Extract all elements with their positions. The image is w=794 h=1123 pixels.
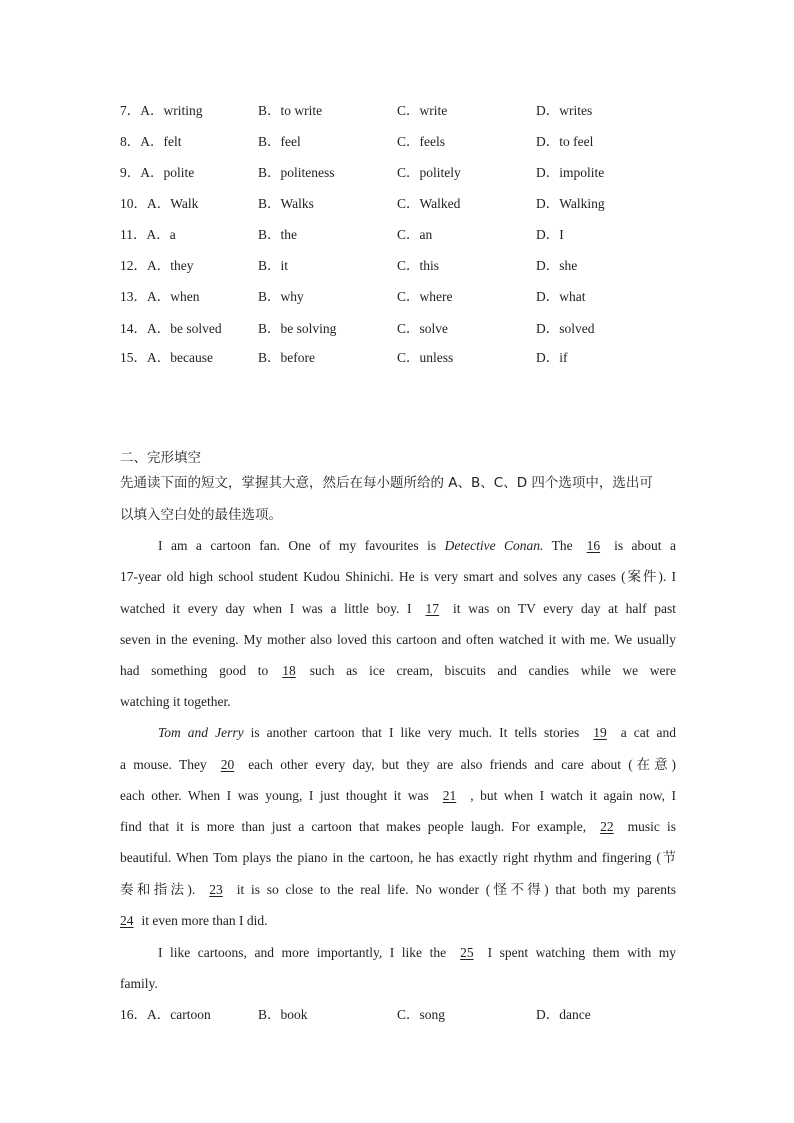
passage-text: such as ice cream, biscuits and candies while we were: [309, 663, 676, 678]
passage-text: music is: [627, 819, 676, 834]
passage-line: [120, 599, 676, 619]
passage-text: is about a: [614, 538, 676, 553]
blank-21: 21: [442, 788, 457, 803]
option-b: B．be solving: [258, 321, 337, 336]
blank-19: 19: [593, 725, 607, 740]
option-c: C．song: [397, 1007, 446, 1022]
passage-line: [120, 880, 676, 900]
passage-text: 奏和指法).: [120, 882, 196, 897]
passage-text: it was on TV every day at half past: [453, 601, 676, 616]
option-c: C．solve: [397, 321, 449, 336]
passage-text: had something good to: [120, 663, 269, 678]
passage-text: each other. When I was young, I just thought it was: [120, 788, 429, 803]
passage-line: [120, 817, 676, 837]
question-11-options: [120, 225, 680, 245]
option-d: D．dance: [536, 1007, 591, 1022]
option-a: 13．A．when: [120, 289, 200, 304]
option-c: C．this: [397, 258, 440, 273]
option-d: D．solved: [536, 321, 595, 336]
passage-text: I spent watching them with my: [487, 945, 676, 960]
option-a: 14．A．be solved: [120, 321, 222, 336]
question-8-options: [120, 132, 680, 152]
option-d: D．she: [536, 258, 578, 273]
option-a: 7．A．writing: [120, 103, 203, 118]
blank-25: 25: [460, 945, 474, 960]
option-b: B．why: [258, 289, 304, 304]
question-12-options: [120, 256, 680, 276]
option-b: B．it: [258, 258, 289, 273]
option-b: B．to write: [258, 103, 323, 118]
blank-22: 22: [600, 819, 614, 834]
blank-24: 24: [120, 913, 134, 928]
question-9-options: [120, 163, 680, 183]
instruction-line-2: 以填入空白处的最佳选项。: [120, 507, 282, 523]
blank-17: 17: [425, 601, 440, 616]
option-c: C．Walked: [397, 196, 461, 211]
option-b: B．before: [258, 350, 315, 365]
option-c: C．write: [397, 103, 448, 118]
passage-text: I like cartoons, and more importantly, I like the: [158, 945, 447, 960]
option-d: D．if: [536, 350, 568, 365]
passage-line: [120, 755, 676, 775]
option-b: B．book: [258, 1007, 308, 1022]
option-d: D．to feel: [536, 134, 594, 149]
passage-line: [120, 786, 676, 806]
option-d: D．impolite: [536, 165, 605, 180]
passage-line: [158, 536, 676, 556]
passage-text: a mouse. They: [120, 757, 207, 772]
passage-text: The: [543, 538, 573, 553]
passage-text: it even more than I did.: [141, 913, 268, 928]
passage-line: [158, 723, 676, 743]
question-7-options: [120, 101, 680, 121]
section-heading: 二、完形填空: [120, 450, 201, 466]
option-d: D．what: [536, 289, 586, 304]
blank-23: 23: [209, 882, 223, 897]
option-d: D．writes: [536, 103, 593, 118]
blank-16: 16: [586, 538, 601, 553]
passage-text: watched it every day when I was a little boy. I: [120, 601, 412, 616]
cartoon-title: Detective Conan.: [444, 538, 544, 553]
passage-text: each other every day, but they are also friends and care about (在意): [248, 757, 676, 772]
passage-line: family.: [120, 976, 158, 991]
passage-line: seven in the evening. My mother also loved this cartoon and often watched it with me. We usually: [120, 632, 676, 647]
option-b: B．the: [258, 227, 297, 242]
passage-text: it is so close to the real life. No wonder (怪不得) that both my parents: [236, 882, 676, 897]
passage-text: , but when I watch it again now, I: [470, 788, 677, 803]
passage-line: beautiful. When Tom plays the piano in the cartoon, he has exactly right rhythm and fingering (节: [120, 850, 676, 865]
blank-20: 20: [220, 757, 235, 772]
question-14-options: [120, 319, 680, 339]
passage-line: 17-year old high school student Kudou Shinichi. He is very smart and solves any cases (案件). I: [120, 569, 676, 584]
option-a: 16．A．cartoon: [120, 1007, 211, 1022]
option-a: 10．A．Walk: [120, 196, 199, 211]
option-d: D．Walking: [536, 196, 605, 211]
option-c: C．an: [397, 227, 433, 242]
question-15-options: [120, 348, 680, 368]
passage-line: [120, 661, 676, 681]
passage-line: watching it together.: [120, 694, 231, 709]
passage-text: find that it is more than just a cartoon that makes people laugh. For example,: [120, 819, 587, 834]
option-b: B．feel: [258, 134, 301, 149]
option-a: 15．A．because: [120, 350, 213, 365]
question-16-options: [120, 1005, 680, 1025]
blank-18: 18: [282, 663, 296, 678]
option-a: 11．A．a: [120, 227, 176, 242]
option-d: D．I: [536, 227, 564, 242]
instruction-line-1: 先通读下面的短文，掌握其大意，然后在每小题所给的 A、B、C、D 四个选项中，选出可: [120, 475, 653, 491]
option-b: B．Walks: [258, 196, 314, 211]
question-10-options: [120, 194, 680, 214]
question-13-options: [120, 287, 680, 307]
passage-line: [120, 911, 676, 931]
passage-text: I am a cartoon fan. One of my favourites is: [158, 538, 445, 553]
option-c: C．where: [397, 289, 453, 304]
option-c: C．unless: [397, 350, 454, 365]
option-c: C．feels: [397, 134, 445, 149]
passage-text: is another cartoon that I like very much. It tells stories: [243, 725, 580, 740]
cartoon-title: Tom and Jerry: [158, 725, 244, 740]
option-b: B．politeness: [258, 165, 335, 180]
option-c: C．politely: [397, 165, 461, 180]
option-a: 8．A．felt: [120, 134, 182, 149]
passage-text: a cat and: [620, 725, 676, 740]
option-a: 9．A．polite: [120, 165, 195, 180]
option-a: 12．A．they: [120, 258, 194, 273]
passage-line: [158, 943, 676, 963]
